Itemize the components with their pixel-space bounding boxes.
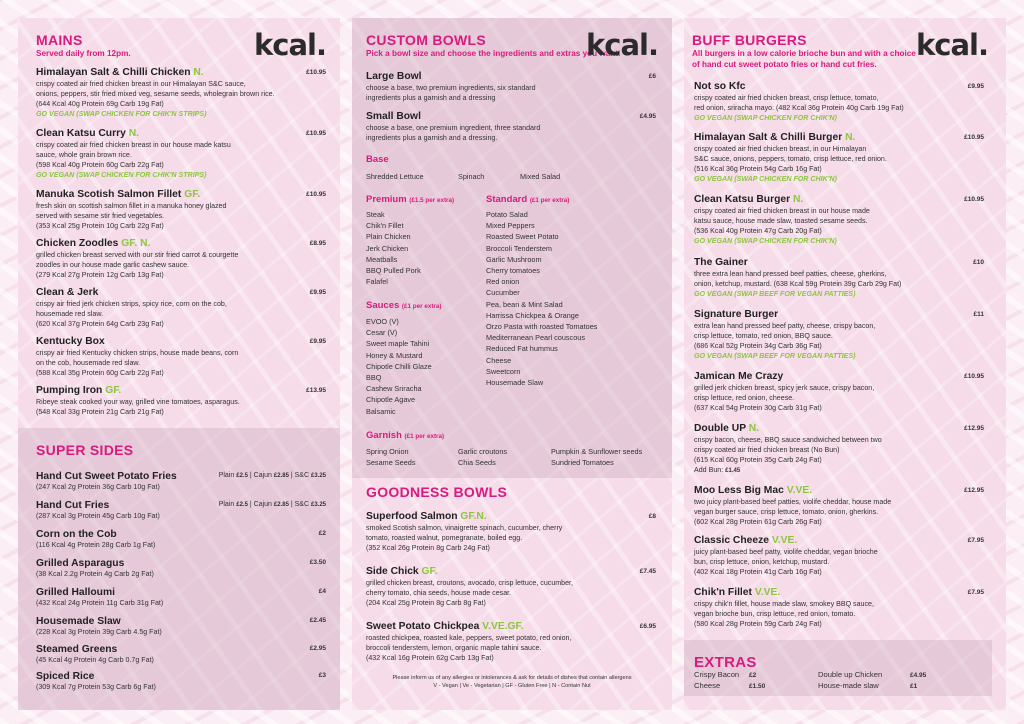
price: £8.95	[309, 240, 326, 247]
menu-item: Clean & Jerk £9.95 crispy air fried jerk chicken strips, spicy rice, corn on the cob, housemade red slaw. (620 Kcal 37g Protein 64g Carb 23g Fat)	[36, 287, 326, 328]
menu-item: Classic Cheeze V.VE. £7.95 juicy plant-based beef patty, violife cheddar, vegan brioche bun, crisp lettuce, onion, ketchup, mustard. (402 Kcal 18g Protein 41g Carb 16g Fat)	[694, 535, 984, 576]
menu-item: Himalayan Salt & Chilli Burger N. £10.95 crispy coated air fried chicken breast, in our Himalayan S&C sauce, onions, peppers, tomato, crisp lettuce, red onion. (516 Kcal 36g Protein 54g Carb 16g Fat) GO VEGAN (SWAP CHICKEN FOR CHIK'N)	[694, 132, 984, 183]
menu-item: Moo Less Big Mac V.VE. £12.95 two juicy plant-based beef patties, violife cheddar, house made vegan burger sauce, crisp lettuce, tomato, onion, gherkins. (602 Kcal 28g Protein 61g Carb 26g Fat)	[694, 485, 984, 526]
side-item: Hand Cut Sweet Potato Fries (247 Kcal 2g Protein 36g Carb 10g Fat) Plain £2.5 | Cajun £2.85 | S&C £3.25	[36, 471, 326, 491]
base-heading: Base	[366, 154, 389, 165]
standard-list: Potato Salad Mixed Peppers Roasted Sweet Potato Broccoli Tenderstem Garlic Mushroom Cherry tomatoes Red onion Cucumber Pea, bean & Mint Salad Harrissa Chickpea & Orange Orzo Pasta with roasted Tomatoes Mediterranean Pearl couscous Reduced Fat hummus Cheese Sweetcorn Housemade Slaw	[486, 210, 598, 388]
add-bun-option: Add Bun: £1.45	[694, 466, 741, 474]
burgers-panel	[684, 18, 1006, 710]
standard-heading: Standard (£1 per extra)	[486, 194, 570, 205]
goodness-title: GOODNESS BOWLS	[366, 484, 508, 500]
menu-item: Signature Burger £11 extra lean hand pressed beef patty, cheese, crispy bacon, crisp lettuce, tomato, red onion, BBQ sauce. (686 Kcal 52g Protein 34g Carb 36g Fat) GO VEGAN (SWAP BEEF FOR VEGAN PATTIES)	[694, 309, 984, 360]
menu-item: Manuka Scotish Salmon Fillet GF. £10.95 fresh skin on scottish salmon fillet in a manuka honey glazed served with sesame stir fried vegetables. (353 Kcal 25g Protein 10g Carb 22g Fat)	[36, 189, 326, 230]
side-item: Grilled Halloumi (432 Kcal 24g Protein 11g Carb 31g Fat) £4	[36, 587, 326, 607]
premium-heading: Premium (£1.5 per extra)	[366, 194, 455, 205]
sauces-list: EVOO (V) Cesar (V) Sweet maple Tahini Honey & Mustard Chipotle Chilli Glaze BBQ Cashew Sriracha Chipotle Agave Balsamic	[366, 317, 432, 416]
price-variants: Plain £2.5 | Cajun £2.85 | S&C £3.25	[218, 472, 326, 479]
allergen-legend: V - Vegan | Ve - Vegetarian | GF - Gluten Free | N - Contain Nut	[433, 683, 591, 689]
bowls-panel: CUSTOM BOWLS Pick a bowl size and choose the ingredients and extras you want. kcal. Large Bowl £6 choose a base, two premium ingredients, six standard ingredients plus a garnish and a dressing Small Bowl £4.95 choose a base, one premium ingredient, three standard ingredients plus a garnish and a dressing. Base Shredded Lettuce Spinach Mixed Salad Premium (£1.5 per extra) Steak Chik'n Fillet Plain Chicken Jerk Chicken Meatballs BBQ Pulled Pork Falafel Standard (£1 per extra) Potato Salad Mixed Peppers Roasted Sweet Potato Broccoli Tenderstem Garlic Mushroom Cherry tomatoes Red onion Cucumber Pea, bean & Mint Salad Harrissa Chickpea & Orange Orzo Pasta with roasted Tomatoes Mediterranean Pearl couscous Reduced Fat hummus Cheese Sweetcorn Housemade Slaw Sauces (£1 per extra) EVOO (V) Cesar (V) Sweet maple Tahini Honey & Mustard Chipotle Chilli Glaze BBQ Cashew Sriracha Chipotle Agave Balsamic Garnish (£1 per extra) Spring Onion Garlic croutons Pumpkin & Sunflower seeds Sesame Seeds Chia Seeds Sundried Tomatoes GOODNESS BOWLS Superfood Salmon GF.N. £8 smoked Scotish salmon, vinaigrette spinach, cucumber, cherry tomato, roasted walnut, pomegranate, boiled egg. (352 Kcal 26g Protein 8g Carb 24g Fat) Side Chick GF. £7.45 grilled chicken breast, croutons, avocado, crisp lettuce, cucumber, cherry tomato, chia seeds, house made cesar. (204 Kcal 25g Protein 8g Carb 8g Fat) Sweet Potato Chickpea V.VE.GF. £6.95 roasted chickpea, roasted kale, peppers, sweet potato, red onion, broccoli tenderstem, lemon, organic maple tahini sauce. (432 Kcal 16g Protein 62g Carb 13g Fat) Please inform us of any allergies or intolerances & ask for details of dishes that contain allergens V - Vegan | Ve - Vegetarian | GF - Gluten Free | N - Contain Nut	[352, 18, 672, 710]
custom-title: CUSTOM BOWLS	[366, 32, 487, 48]
mains-title: MAINS	[36, 32, 83, 48]
burgers-title: BUFF BURGERS	[692, 32, 807, 48]
custom-subtitle: Pick a bowl size and choose the ingredients and extras you want.	[366, 49, 621, 58]
kcal-logo: kcal.	[915, 28, 988, 62]
menu-item: Kentucky Box £9.95 crispy air fried Kentucky chicken strips, house made beans, corn on the cob, housemade red slaw. (588 Kcal 35g Protein 60g Carb 22g Fat)	[36, 336, 326, 377]
side-item: Hand Cut Fries (287 Kcal 3g Protein 45g Carb 10g Fat) Plain £2.5 | Cajun £2.85 | S&C £3.25	[36, 500, 326, 520]
extras-title: EXTRAS	[694, 654, 757, 671]
menu-item: Sweet Potato Chickpea V.VE.GF. £6.95 roasted chickpea, roasted kale, peppers, sweet potato, red onion, broccoli tenderstem, lemon, organic maple tahini sauce. (432 Kcal 16g Protein 62g Carb 13g Fat)	[366, 621, 656, 662]
bowl-size: Small Bowl £4.95 choose a base, one premium ingredient, three standard ingredients plus a garnish and a dressing.	[366, 111, 656, 142]
price: £10.95	[306, 191, 326, 198]
price: £10.95	[306, 130, 326, 137]
mains-panel	[18, 18, 340, 710]
price: £9.95	[309, 289, 326, 296]
allergen-note: Please inform us of any allergies or intolerances & ask for details of dishes that contain allergens	[392, 675, 632, 681]
vegan-option: GO VEGAN (SWAP CHICKEN FOR CHIK'N STRIPS)	[36, 171, 207, 179]
diet-tag: GF. N.	[121, 238, 151, 249]
menu-item: The Gainer £10 three extra lean hand pressed beef patties, cheese, gherkins, onion, ketchup, mustard. (638 Kcal 59g Protein 39g Carb 29g Fat) GO VEGAN (SWAP BEEF FOR VEGAN PATTIES)	[694, 257, 984, 298]
side-item: Housemade Slaw (228 Kcal 3g Protein 39g Carb 4.5g Fat) £2.45	[36, 616, 326, 636]
sides-title: SUPER SIDES	[36, 442, 134, 458]
kcal-logo: kcal.	[253, 28, 326, 62]
diet-tag: N.	[193, 67, 204, 78]
side-item: Corn on the Cob (116 Kcal 4g Protein 28g Carb 1g Fat) £2	[36, 529, 326, 549]
menu-item: Superfood Salmon GF.N. £8 smoked Scotish salmon, vinaigrette spinach, cucumber, cherry tomato, roasted walnut, pomegranate, boiled egg. (352 Kcal 26g Protein 8g Carb 24g Fat)	[366, 511, 656, 552]
menu-item: Jamican Me Crazy £10.95 grilled jerk chicken breast, spicy jerk sauce, crispy bacon, crisp lettuce, red onion, cheese. (637 Kcal 54g Protein 30g Carb 31g Fat)	[694, 371, 984, 412]
sauces-heading: Sauces (£1 per extra)	[366, 300, 442, 311]
side-item: Spiced Rice (309 Kcal 7g Protein 53g Carb 6g Fat) £3	[36, 671, 326, 691]
mains-subtitle: Served daily from 12pm.	[36, 49, 131, 58]
garnish-heading: Garnish (£1 per extra)	[366, 430, 445, 441]
diet-tag: GF.	[184, 189, 201, 200]
menu-item: Not so Kfc £9.95 crispy coated air fried chicken breast, crisp lettuce, tomato, red onion, sriracha mayo. (482 Kcal 36g Protein 40g Carb 19g Fat) GO VEGAN (SWAP CHICKEN FOR CHIK'N)	[694, 81, 984, 122]
menu-item: Clean Katsu Curry N. £10.95 crispy coated air fried chicken breast in our house made katsu sauce, whole grain brown rice. (598 Kcal 40g Protein 60g Carb 22g Fat) GO VEGAN (SWAP CHICKEN FOR CHIK'N STRIPS)	[36, 128, 326, 179]
vegan-option: GO VEGAN (SWAP CHICKEN FOR CHIK'N STRIPS)	[36, 110, 207, 118]
diet-tag: GF.	[421, 566, 438, 577]
menu-item: Himalayan Salt & Chilli Chicken N. £10.95 crispy coated air fried chicken breast in our Himalayan S&C sauce, onions, peppers, stir fried mixed veg, sesame seeds, wholegrain brown rice. (644 Kcal 40g Protein 69g Carb 19g Fat) GO VEGAN (SWAP CHICKEN FOR CHIK'N STRIPS)	[36, 67, 326, 118]
burgers-subtitle: All burgers in a low calorie brioche bun and with a choice of hand cut sweet potato fries or hand cut fries.	[692, 49, 916, 69]
price: £9.95	[309, 338, 326, 345]
price: £10.95	[306, 69, 326, 76]
diet-tag: V.VE.GF.	[482, 621, 524, 632]
menu-item: Side Chick GF. £7.45 grilled chicken breast, croutons, avocado, crisp lettuce, cucumber, cherry tomato, chia seeds, house made cesar. (204 Kcal 25g Protein 8g Carb 8g Fat)	[366, 566, 656, 607]
diet-tag: GF.	[105, 385, 122, 396]
menu-item: Double UP N. £12.95 crispy bacon, cheese, BBQ sauce sandwiched between two crispy coated air fried chicken breast (No Bun) (615 Kcal 60g Protein 35g Carb 24g Fat) Add Bun: £1.45	[694, 423, 984, 474]
diet-tag: GF.N.	[460, 511, 487, 522]
menu-item: Clean Katsu Burger N. £10.95 crispy coated air fried chicken breast in our house made katsu sauce, house made slaw, toasted sesame seeds. (536 Kcal 40g Protein 47g Carb 20g Fat) GO VEGAN (SWAP CHICKEN FOR CHIK'N)	[694, 194, 984, 245]
bowl-size: Large Bowl £6 choose a base, two premium ingredients, six standard ingredients plus a garnish and a dressing	[366, 71, 656, 102]
diet-tag: N.	[128, 128, 140, 139]
side-item: Steamed Greens (45 Kcal 4g Protein 4g Carb 0.7g Fat) £2.95	[36, 644, 326, 664]
extras-list-left: Crispy Bacon £2 Cheese £1.50	[694, 670, 766, 690]
extras-list-right: Double up Chicken £4.95 House-made slaw £1	[818, 670, 927, 690]
price-variants: Plain £2.5 | Cajun £2.85 | S&C £3.25	[218, 501, 326, 508]
side-item: Grilled Asparagus (38 Kcal 2.2g Protein 4g Carb 2g Fat) £3.50	[36, 558, 326, 578]
price: £13.95	[306, 387, 326, 394]
premium-list: Steak Chik'n Fillet Plain Chicken Jerk Chicken Meatballs BBQ Pulled Pork Falafel	[366, 210, 421, 287]
menu-item: Chik'n Fillet V.VE. £7.95 crispy chik'n fillet, house made slaw, smokey BBQ sauce, vegan brioche bun, crisp lettuce, red onion, tomato. (580 Kcal 28g Protein 59g Carb 24g Fat)	[694, 587, 984, 628]
menu-item: Pumping Iron GF. £13.95 Ribeye steak cooked your way, grilled vine tomatoes, asparagus. (548 Kcal 33g Protein 21g Carb 21g Fat)	[36, 385, 326, 416]
menu-item: Chicken Zoodles GF. N. £8.95 grilled chicken breast served with our stir fried carrot & courgette zoodles in our house made garlic cashew sauce. (279 Kcal 27g Protein 12g Carb 13g Fat)	[36, 238, 326, 279]
kcal-logo: kcal.	[585, 28, 658, 62]
